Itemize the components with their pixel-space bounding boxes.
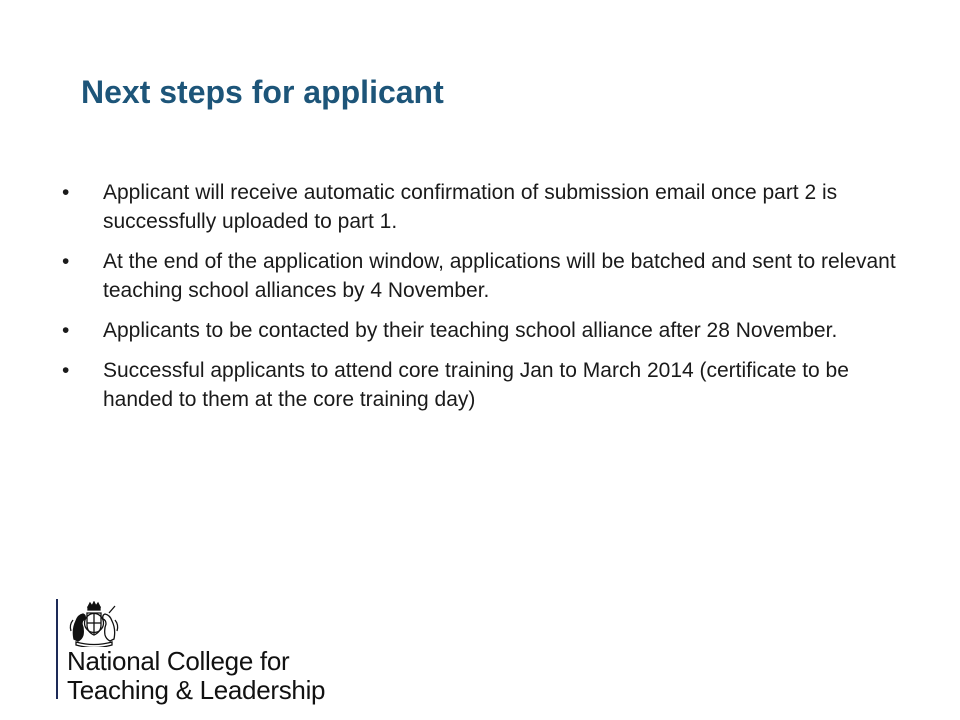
- bullet-text: Applicants to be contacted by their teaching school alliance after 28 November.: [103, 319, 838, 342]
- bullet-item: [62, 356, 922, 414]
- organisation-logo: [56, 599, 376, 707]
- bullet-item: [62, 316, 922, 345]
- bullet-icon: •: [62, 181, 70, 204]
- logo-text-line-1: National College for: [67, 646, 290, 676]
- bullet-item: [62, 178, 922, 236]
- bullet-text: Applicant will receive automatic confirmation of submission email once part 2 is successfully uploaded to part 1.: [103, 181, 838, 233]
- bullet-text: Successful applicants to attend core training Jan to March 2014 (certificate to be handed to them at the core training day): [103, 359, 849, 411]
- bullet-icon: •: [62, 319, 70, 342]
- logo-text-line-2: Teaching & Leadership: [67, 675, 326, 705]
- logo-divider: [56, 599, 58, 699]
- bullet-icon: •: [62, 359, 70, 382]
- bullet-list: [62, 178, 922, 425]
- bullet-icon: •: [62, 250, 70, 273]
- bullet-text: At the end of the application window, applications will be batched and sent to relevant teaching school alliances by 4 November.: [103, 250, 896, 302]
- royal-coat-of-arms-icon: [66, 601, 122, 647]
- slide-title: Next steps for applicant: [81, 74, 444, 110]
- bullet-item: [62, 247, 922, 305]
